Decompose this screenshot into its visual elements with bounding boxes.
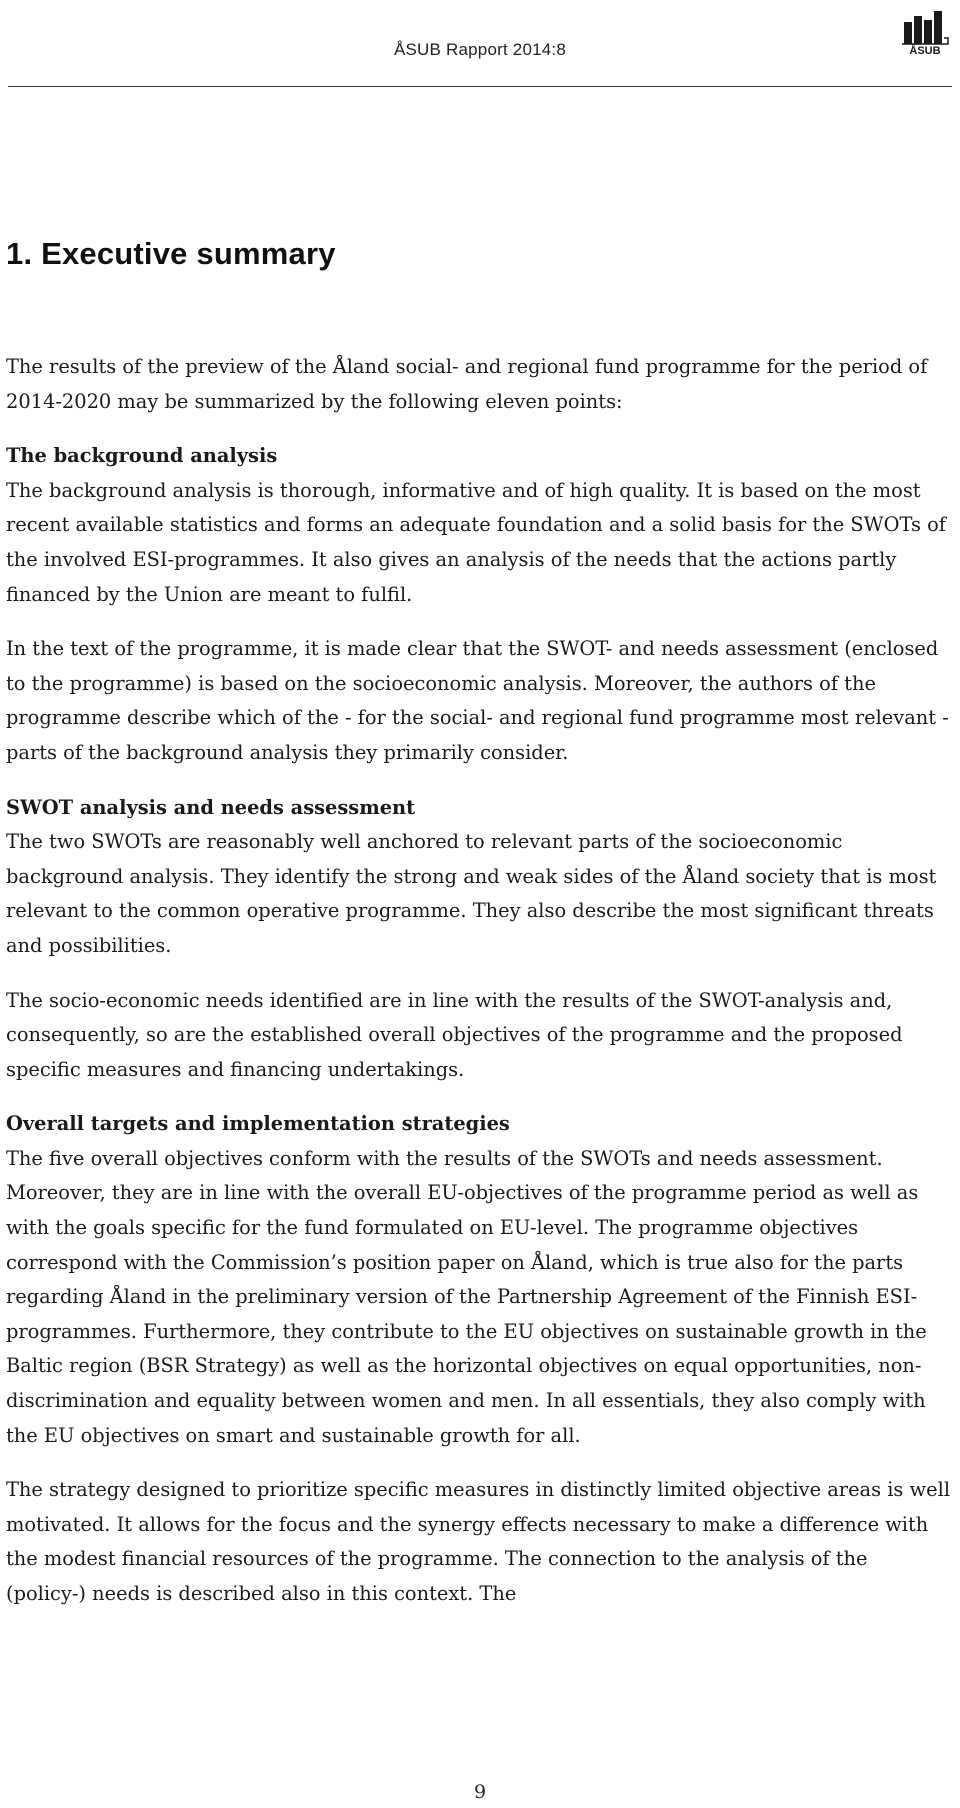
paragraph-text: The background analysis is thorough, informative and of high quality. It is based on the most recent available statistics and forms an adequate foundation and a solid basis for the SWOTs of the involved ESI-programmes. It also gives an analysis of the needs that the actions partly financed by the Union are meant to fulfil. [6,478,946,606]
svg-text:ÅSUB: ÅSUB [909,45,941,56]
document-body [6,350,952,1632]
section-heading: Overall targets and implementation strategies [6,1112,510,1136]
section-paragraph [6,439,952,612]
section-paragraph: The strategy designed to prioritize specific measures in distinctly limited objective areas is well motivated. It allows for the focus and the synergy effects necessary to make a difference with the modest financial resources of the programme. The connection to the analysis of the (policy-) needs is described also in this context. The [6,1478,951,1605]
section-background-analysis [6,439,952,770]
asub-logo [898,8,952,56]
page-title: 1. Executive summary [6,236,336,271]
header-divider [8,86,952,87]
section-overall-targets [6,1107,952,1611]
section-heading: The background analysis [6,444,278,468]
section-paragraph: The socio-economic needs identified are in line with the results of the SWOT-analysis and, consequently, so are the established overall objectives of the programme and the proposed specific measures and financing undertakings. [6,988,903,1081]
section-paragraph: In the text of the programme, it is made clear that the SWOT- and needs assessment (enclosed to the programme) is based on the socioeconomic analysis. Moreover, the authors of the programme describe which of the - for the social- and regional fund programme most relevant - parts of the background analysis they primarily consider. [6,637,949,764]
section-paragraph [6,1107,952,1453]
intro-paragraph: The results of the preview of the Åland social- and regional fund programme for the period of 2014-2020 may be summarized by the following eleven points: [6,355,928,413]
section-swot-analysis [6,791,952,1088]
section-heading: SWOT analysis and needs assessment [6,795,416,819]
paragraph-text: The two SWOTs are reasonably well anchored to relevant parts of the socioeconomic background analysis. They identify the strong and weak sides of the Åland society that is most relevant to the common operative programme. They also describe the most significant threats and possibilities. [6,830,937,957]
report-title: ÅSUB Rapport 2014:8 [393,40,566,59]
paragraph-text: The five overall objectives conform with the results of the SWOTs and needs assessment. Moreover, they are in line with the overall EU-objectives of the programme period as well as with the goals specific for the fund formulated on EU-level. The programme objectives correspond with the Commission’s position paper on Åland, which is true also for the parts regarding Åland in the preliminary version of the Partnership Agreement of the Finnish ESI-programmes. Furthermore, they contribute to the EU objectives on sustainable growth in the Baltic region (BSR Strategy) as well as the horizontal objectives on equal opportunities, non-discrimination and equality between women and men. In all essentials, they also comply with the EU objectives on smart and sustainable growth for all. [6,1146,927,1447]
section-paragraph [6,791,952,964]
page-number: 9 [473,1781,487,1803]
page-header [0,0,960,92]
